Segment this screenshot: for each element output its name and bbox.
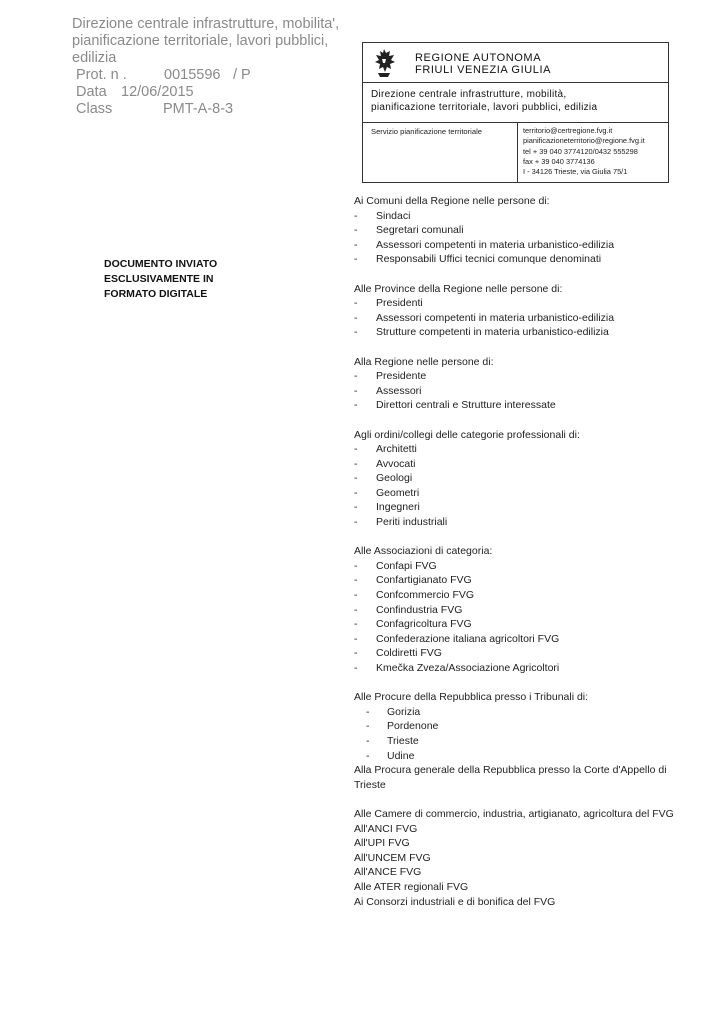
recipient-line: All'UPI FVG <box>354 837 410 850</box>
list-dash: - <box>354 574 358 587</box>
prot-number: 0015596 <box>164 67 221 83</box>
list-dash: - <box>354 384 358 397</box>
protocol-stamp <box>72 16 352 118</box>
list-item-text: Confartigianato FVG <box>376 574 472 587</box>
list-dash: - <box>354 647 358 660</box>
list-dash: - <box>354 399 358 412</box>
list-item <box>354 705 694 720</box>
spacer <box>354 340 694 355</box>
list-item-text: Presidenti <box>376 297 423 310</box>
list-item-text: Confindustria FVG <box>376 603 463 616</box>
contact-fax: fax + 39 040 3774136 <box>523 156 595 166</box>
spacer <box>354 530 694 545</box>
recipient-line: Alla Procura generale della Repubblica presso la Corte d'Appello di <box>354 764 667 777</box>
list-item <box>354 588 694 603</box>
letterhead-top <box>363 43 668 83</box>
list-item <box>354 296 694 311</box>
contact-pec-email[interactable]: territorio@certregione.fvg.it <box>523 126 613 135</box>
stamp-prot-row <box>72 67 352 84</box>
service-name: Servizio pianificazione territoriale <box>371 127 483 136</box>
list-item <box>354 311 694 326</box>
recipient-list <box>354 194 694 909</box>
list-item <box>354 398 694 413</box>
list-dash: - <box>366 705 370 718</box>
list-item-text: Gorizia <box>387 705 421 718</box>
list-item-text: Confapi FVG <box>376 559 437 572</box>
list-item <box>354 223 694 238</box>
list-item-text: Udine <box>387 749 415 762</box>
letterhead-divider <box>517 123 518 183</box>
list-item-text: Presidente <box>376 370 427 383</box>
list-item-text: Assessori competenti in materia urbanistico-edilizia <box>376 311 615 324</box>
list-item <box>354 209 694 224</box>
list-dash: - <box>354 209 358 222</box>
stamp-directorate-line: pianificazione territoriale, lavori pubblici, <box>72 33 329 49</box>
list-item-text: Geologi <box>376 472 413 485</box>
list-item-text: Periti industriali <box>376 516 448 529</box>
list-item <box>354 238 694 253</box>
contact-phone: tel + 39 040 3774120/0432 555298 <box>523 146 638 156</box>
recipient-group-title: Alle Province della Regione nelle persone di: <box>354 282 563 295</box>
list-item <box>354 661 694 676</box>
spacer <box>354 792 694 807</box>
directorate-line: pianificazione territoriale, lavori pubblici, edilizia <box>371 102 598 113</box>
list-dash: - <box>354 443 358 456</box>
list-item <box>354 617 694 632</box>
list-item-text: Assessori <box>376 384 422 397</box>
list-item-text: Trieste <box>387 734 419 747</box>
stamp-directorate-line: Direzione centrale infrastrutture, mobilita', <box>72 16 340 32</box>
digital-delivery-notice <box>104 257 284 302</box>
list-item-text: Confcommercio FVG <box>376 589 475 602</box>
list-item-text: Direttori centrali e Strutture interessate <box>376 399 556 412</box>
list-dash: - <box>354 501 358 514</box>
recipient-line: Ai Consorzi industriali e di bonifica del FVG <box>354 895 556 908</box>
list-dash: - <box>354 632 358 645</box>
list-item <box>354 646 694 661</box>
list-dash: - <box>354 589 358 602</box>
list-dash: - <box>354 618 358 631</box>
prot-label: Prot. n . <box>76 67 127 83</box>
recipient-line: Alle ATER regionali FVG <box>354 880 469 893</box>
list-item-text: Coldiretti FVG <box>376 647 442 660</box>
recipient-line: Trieste <box>354 778 386 791</box>
list-dash: - <box>354 297 358 310</box>
list-item-text: Sindaci <box>376 209 411 222</box>
recipient-group-title: Alle Associazioni di categoria: <box>354 545 493 558</box>
date-value: 12/06/2015 <box>121 84 194 100</box>
list-item-text: Geometri <box>376 486 420 499</box>
spacer <box>354 676 694 691</box>
region-name-line: REGIONE AUTONOMA <box>415 52 542 64</box>
class-value: PMT-A-8-3 <box>163 101 234 117</box>
date-label: Data <box>76 84 107 100</box>
recipient-group-title: Alla Regione nelle persone di: <box>354 355 494 368</box>
list-item <box>354 369 694 384</box>
list-item <box>354 325 694 340</box>
list-dash: - <box>354 311 358 324</box>
list-dash: - <box>354 457 358 470</box>
stamp-class-row <box>72 101 352 118</box>
list-item-text: Avvocati <box>376 457 416 470</box>
list-item <box>354 719 694 734</box>
letterhead-service <box>363 123 668 183</box>
recipient-line: All'UNCEM FVG <box>354 851 431 864</box>
list-item-text: Confederazione italiana agricoltori FVG <box>376 632 560 645</box>
list-item <box>354 603 694 618</box>
contact-email[interactable]: pianificazioneterritorio@regione.fvg.it <box>523 136 645 146</box>
recipient-line: Alle Camere di commercio, industria, artigianato, agricoltura del FVG <box>354 807 674 820</box>
region-name-line: FRIULI VENEZIA GIULIA <box>415 64 552 76</box>
list-dash: - <box>354 238 358 251</box>
list-item <box>354 442 694 457</box>
list-dash: - <box>354 486 358 499</box>
spacer <box>354 267 694 282</box>
list-item-text: Strutture competenti in materia urbanistico-edilizia <box>376 326 609 339</box>
directorate-name <box>371 88 597 114</box>
eagle-coat-of-arms-icon <box>371 47 397 79</box>
letterhead-directorate <box>363 83 668 123</box>
list-dash: - <box>354 472 358 485</box>
list-item <box>354 573 694 588</box>
list-dash: - <box>354 559 358 572</box>
list-dash: - <box>366 749 370 762</box>
list-item <box>354 632 694 647</box>
list-dash: - <box>366 734 370 747</box>
contact-address: I - 34126 Trieste, via Giulia 75/1 <box>523 167 628 177</box>
spacer <box>354 413 694 428</box>
list-item-text: Architetti <box>376 443 417 456</box>
list-item-text: Segretari comunali <box>376 224 464 237</box>
list-item <box>354 252 694 267</box>
recipient-group-title: Alle Procure della Repubblica presso i Tribunali di: <box>354 691 589 704</box>
notice-line: DOCUMENTO INVIATO <box>104 258 218 270</box>
recipient-line: All'ANCI FVG <box>354 822 418 835</box>
list-dash: - <box>354 603 358 616</box>
list-item <box>354 734 694 749</box>
recipient-group-title: Agli ordini/collegi delle categorie professionali di: <box>354 428 580 441</box>
list-dash: - <box>354 516 358 529</box>
list-dash: - <box>354 662 358 674</box>
list-item <box>354 486 694 501</box>
list-item-text: Confagricoltura FVG <box>376 618 472 631</box>
region-name <box>415 52 551 76</box>
contact-details <box>523 126 645 177</box>
recipient-line: All'ANCE FVG <box>354 866 422 879</box>
list-item-text: Responsabili Uffici tecnici comunque denominati <box>376 253 602 266</box>
list-dash: - <box>366 720 370 733</box>
list-item-text: Pordenone <box>387 720 439 733</box>
list-dash: - <box>354 370 358 383</box>
list-item-text: Assessori competenti in materia urbanistico-edilizia <box>376 238 615 251</box>
recipient-group-title: Ai Comuni della Regione nelle persone di: <box>354 195 550 207</box>
list-item <box>354 559 694 574</box>
list-item <box>354 384 694 399</box>
list-item <box>354 500 694 515</box>
list-item-text: Kmečka Zveza/Associazione Agricoltori <box>376 662 560 674</box>
list-item <box>354 457 694 472</box>
list-item <box>354 515 694 530</box>
notice-line: ESCLUSIVAMENTE IN <box>104 273 214 285</box>
list-dash: - <box>354 326 358 339</box>
list-dash: - <box>354 224 358 237</box>
directorate-line: Direzione centrale infrastrutture, mobilità, <box>371 89 567 100</box>
prot-suffix: / P <box>233 67 251 83</box>
list-item <box>354 471 694 486</box>
list-dash: - <box>354 253 358 266</box>
class-label: Class <box>76 101 113 117</box>
stamp-directorate-line: edilizia <box>72 50 117 66</box>
list-item <box>354 749 694 764</box>
notice-line: FORMATO DIGITALE <box>104 288 208 300</box>
stamp-date-row <box>72 84 352 101</box>
letterhead-box <box>362 42 669 183</box>
list-item-text: Ingegneri <box>376 501 420 514</box>
